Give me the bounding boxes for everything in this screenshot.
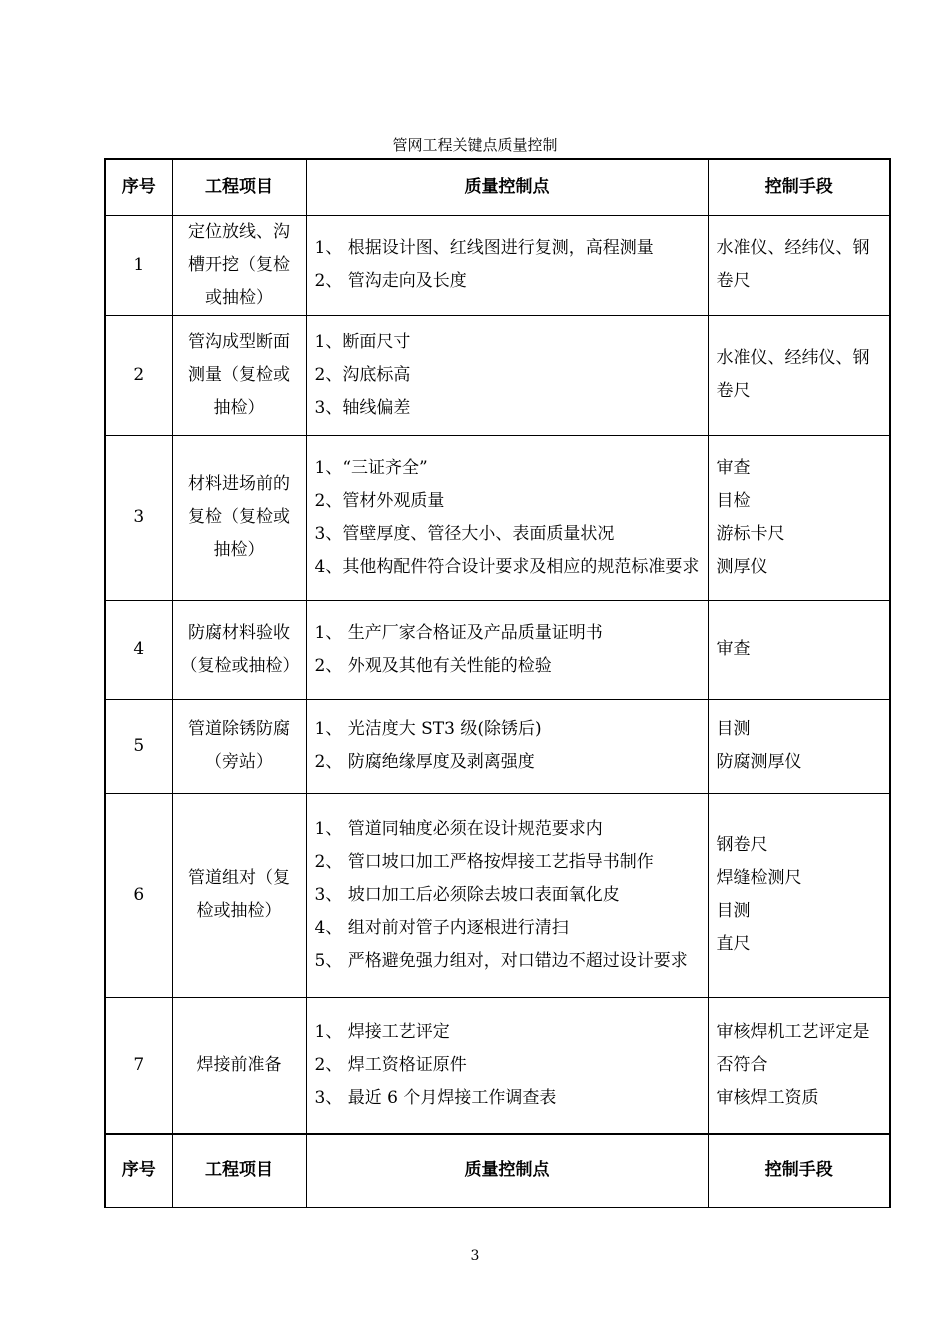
footer-header-points: 质量控制点 xyxy=(306,1134,708,1207)
table-body xyxy=(105,215,890,1134)
control-point: 1、 焊接工艺评定 xyxy=(314,1021,450,1042)
row-item: 管道组对（复检或抽检） xyxy=(172,793,306,997)
control-point: 2、沟底标高 xyxy=(314,364,411,385)
table-row xyxy=(105,215,890,315)
footer-header-item: 工程项目 xyxy=(172,1134,306,1207)
control-method: 直尺 xyxy=(716,934,751,954)
row-points xyxy=(306,793,708,997)
footer-header-tools: 控制手段 xyxy=(708,1134,890,1207)
row-item: 管沟成型断面测量（复检或抽检） xyxy=(172,315,306,435)
control-method: 目检 xyxy=(716,490,751,511)
control-point: 2、 管沟走向及长度 xyxy=(314,271,467,291)
page-number: 3 xyxy=(470,1248,480,1264)
control-method: 审核焊机工艺评定是否符合 xyxy=(716,1021,870,1075)
row-tools xyxy=(708,793,890,997)
control-method: 审查 xyxy=(716,457,751,478)
control-method: 水准仪、经纬仪、钢卷尺 xyxy=(716,348,870,401)
control-method: 测厚仪 xyxy=(716,556,768,577)
row-number: 6 xyxy=(105,793,172,997)
table-row xyxy=(105,997,890,1134)
page-title: 管网工程关键点质量控制 xyxy=(392,136,558,154)
row-number: 3 xyxy=(105,435,172,600)
control-method: 钢卷尺 xyxy=(716,835,768,855)
row-number: 4 xyxy=(105,600,172,699)
control-point: 3、管壁厚度、管径大小、表面质量状况 xyxy=(314,523,615,544)
row-tools xyxy=(708,315,890,435)
header-points: 质量控制点 xyxy=(306,159,708,215)
row-points xyxy=(306,315,708,435)
control-point: 1、 根据设计图、红线图进行复测，高程测量 xyxy=(314,238,654,258)
control-method: 防腐测厚仪 xyxy=(716,752,802,772)
control-point: 1、断面尺寸 xyxy=(314,331,411,352)
control-point: 2、 管口坡口加工严格按焊接工艺指导书制作 xyxy=(314,851,654,872)
row-number: 7 xyxy=(105,997,172,1134)
row-points xyxy=(306,215,708,315)
row-points xyxy=(306,435,708,600)
row-number: 2 xyxy=(105,315,172,435)
row-tools xyxy=(708,699,890,793)
control-point: 1、“三证齐全” xyxy=(314,457,428,478)
row-points xyxy=(306,699,708,793)
control-point: 2、 焊工资格证原件 xyxy=(314,1054,467,1075)
control-method: 审查 xyxy=(716,639,751,659)
row-tools xyxy=(708,600,890,699)
control-point: 4、 组对前对管子内逐根进行清扫 xyxy=(314,917,569,938)
row-item: 管道除锈防腐（旁站） xyxy=(172,699,306,793)
header-no: 序号 xyxy=(105,159,172,215)
control-point: 3、 最近 6 个月焊接工作调查表 xyxy=(314,1087,557,1108)
control-point: 2、 防腐绝缘厚度及剥离强度 xyxy=(314,752,535,772)
row-item: 焊接前准备 xyxy=(172,997,306,1134)
row-tools xyxy=(708,997,890,1134)
header-tools: 控制手段 xyxy=(708,159,890,215)
row-number: 5 xyxy=(105,699,172,793)
row-item: 材料进场前的复检（复检或抽检） xyxy=(172,435,306,600)
row-tools xyxy=(708,435,890,600)
control-point: 5、 严格避免强力组对，对口错边不超过设计要求 xyxy=(314,950,688,971)
control-point: 1、 生产厂家合格证及产品质量证明书 xyxy=(314,622,603,643)
row-number: 1 xyxy=(105,215,172,315)
control-method: 游标卡尺 xyxy=(716,523,785,544)
control-point: 1、 光洁度大 ST3 级(除锈后) xyxy=(314,719,542,739)
control-method: 焊缝检测尺 xyxy=(716,868,802,888)
control-method: 目测 xyxy=(716,719,751,739)
control-method: 目测 xyxy=(716,901,751,921)
row-item: 定位放线、沟槽开挖（复检或抽检） xyxy=(172,215,306,315)
row-points xyxy=(306,600,708,699)
control-point: 1、 管道同轴度必须在设计规范要求内 xyxy=(314,818,603,839)
row-tools xyxy=(708,215,890,315)
header-row xyxy=(105,159,890,215)
control-point: 3、轴线偏差 xyxy=(314,397,411,418)
quality-control-table xyxy=(104,158,891,1208)
row-points xyxy=(306,997,708,1134)
control-method: 水准仪、经纬仪、钢卷尺 xyxy=(716,238,870,291)
footer-header-no: 序号 xyxy=(105,1134,172,1207)
table-row xyxy=(105,793,890,997)
table-row xyxy=(105,435,890,600)
table-row xyxy=(105,600,890,699)
footer-header-row xyxy=(105,1134,890,1207)
header-item: 工程项目 xyxy=(172,159,306,215)
control-point: 3、 坡口加工后必须除去坡口表面氧化皮 xyxy=(314,884,620,905)
row-item: 防腐材料验收（复检或抽检） xyxy=(172,600,306,699)
control-point: 2、管材外观质量 xyxy=(314,490,445,511)
table-row xyxy=(105,315,890,435)
table-row xyxy=(105,699,890,793)
control-point: 2、 外观及其他有关性能的检验 xyxy=(314,655,552,676)
control-point: 4、其他构配件符合设计要求及相应的规范标准要求 xyxy=(314,556,700,577)
control-method: 审核焊工资质 xyxy=(716,1087,819,1108)
